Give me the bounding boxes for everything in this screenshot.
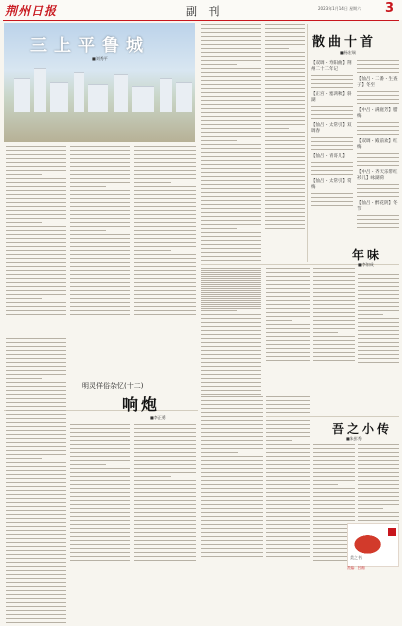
poem-heading: 【中吕・满庭芳】腊梅 xyxy=(357,108,398,119)
poem-heading: 【中吕・齐天乐带红衫儿】咏湖荷 xyxy=(357,170,398,181)
building-shape xyxy=(132,86,154,112)
essay1-col-3 xyxy=(358,274,399,366)
feature-col-4 xyxy=(201,396,263,560)
feature-col-1 xyxy=(6,338,66,626)
essay2-col-2 xyxy=(358,444,399,524)
illustration-caption: 美之书 xyxy=(350,555,362,560)
lead-body-col-6 xyxy=(201,270,261,398)
poems-col-right xyxy=(357,60,399,231)
red-seal-icon xyxy=(388,528,396,536)
feature-title: 响炮 xyxy=(122,395,161,414)
essay2-title: 吾之小传 xyxy=(332,422,393,436)
poems-col-left xyxy=(311,60,353,209)
building-shape xyxy=(88,84,108,112)
masthead-rule xyxy=(3,20,399,21)
feature-byline: ■李正勇 xyxy=(150,415,166,420)
feature-col-5 xyxy=(266,396,310,560)
poem-heading: 【仙吕・二番・生查子】冬至 xyxy=(357,77,398,88)
newspaper-logo: 荆州日报 xyxy=(5,4,58,18)
issue-date: 2023年1月14日 星期六 xyxy=(318,6,362,11)
building-shape xyxy=(114,74,128,112)
essay1-col-1 xyxy=(266,268,310,364)
lead-photo xyxy=(4,23,195,142)
poem-heading: 【仙吕・青哥儿】 xyxy=(311,154,347,159)
poem-heading: 【仙吕・太常引】双调春 xyxy=(311,123,352,134)
building-shape xyxy=(34,68,46,112)
lead-article-title: 三上平鲁城 xyxy=(30,36,150,56)
footer-editor: 责编：吕湘 xyxy=(347,566,365,570)
lead-body-col-1 xyxy=(6,146,66,318)
poems-title: 散曲十首 xyxy=(312,35,377,50)
poem-heading: 【仙吕・太常引】赏梅 xyxy=(311,179,352,190)
feature-kicker: 明灵佯俗杂忆(十二) xyxy=(82,382,144,390)
section-divider xyxy=(266,416,399,417)
essay1-byline: ■李如成 xyxy=(358,262,374,267)
feature-col-2 xyxy=(70,424,130,564)
lead-body-col-4 xyxy=(201,24,261,312)
poem-heading: 【正宫・塞鸿秋】斜湖 xyxy=(311,92,352,103)
column-divider xyxy=(307,24,308,262)
essay2-byline: ■朱彭秀 xyxy=(346,436,362,441)
poem-heading: 【双调・寿阳曲】荆州二十二年记 xyxy=(311,61,352,72)
building-shape xyxy=(160,78,172,112)
section-title: 副 刊 xyxy=(186,5,224,18)
page-number: 3 xyxy=(385,1,395,16)
building-shape xyxy=(176,82,192,112)
lead-body-col-5 xyxy=(265,24,305,232)
poem-heading: 【双调・殿前欢】红梅 xyxy=(357,139,398,150)
poems-byline: ■杨宏瑞 xyxy=(340,50,356,55)
essay1-col-2 xyxy=(313,268,355,364)
rabbit-illustration xyxy=(354,530,388,554)
photo-credit: ■刘秀平 xyxy=(92,56,108,61)
lead-body-col-3 xyxy=(134,146,196,318)
building-shape xyxy=(74,72,84,112)
lead-body-col-2 xyxy=(70,146,130,318)
feature-col-3 xyxy=(134,424,196,564)
poem-heading: 【仙吕・醉花阴】冬节 xyxy=(357,201,398,212)
masthead xyxy=(0,0,402,20)
essay1-title: 年味 xyxy=(352,248,383,262)
art-illustration xyxy=(347,523,399,567)
building-shape xyxy=(50,82,68,112)
building-shape xyxy=(14,78,30,112)
